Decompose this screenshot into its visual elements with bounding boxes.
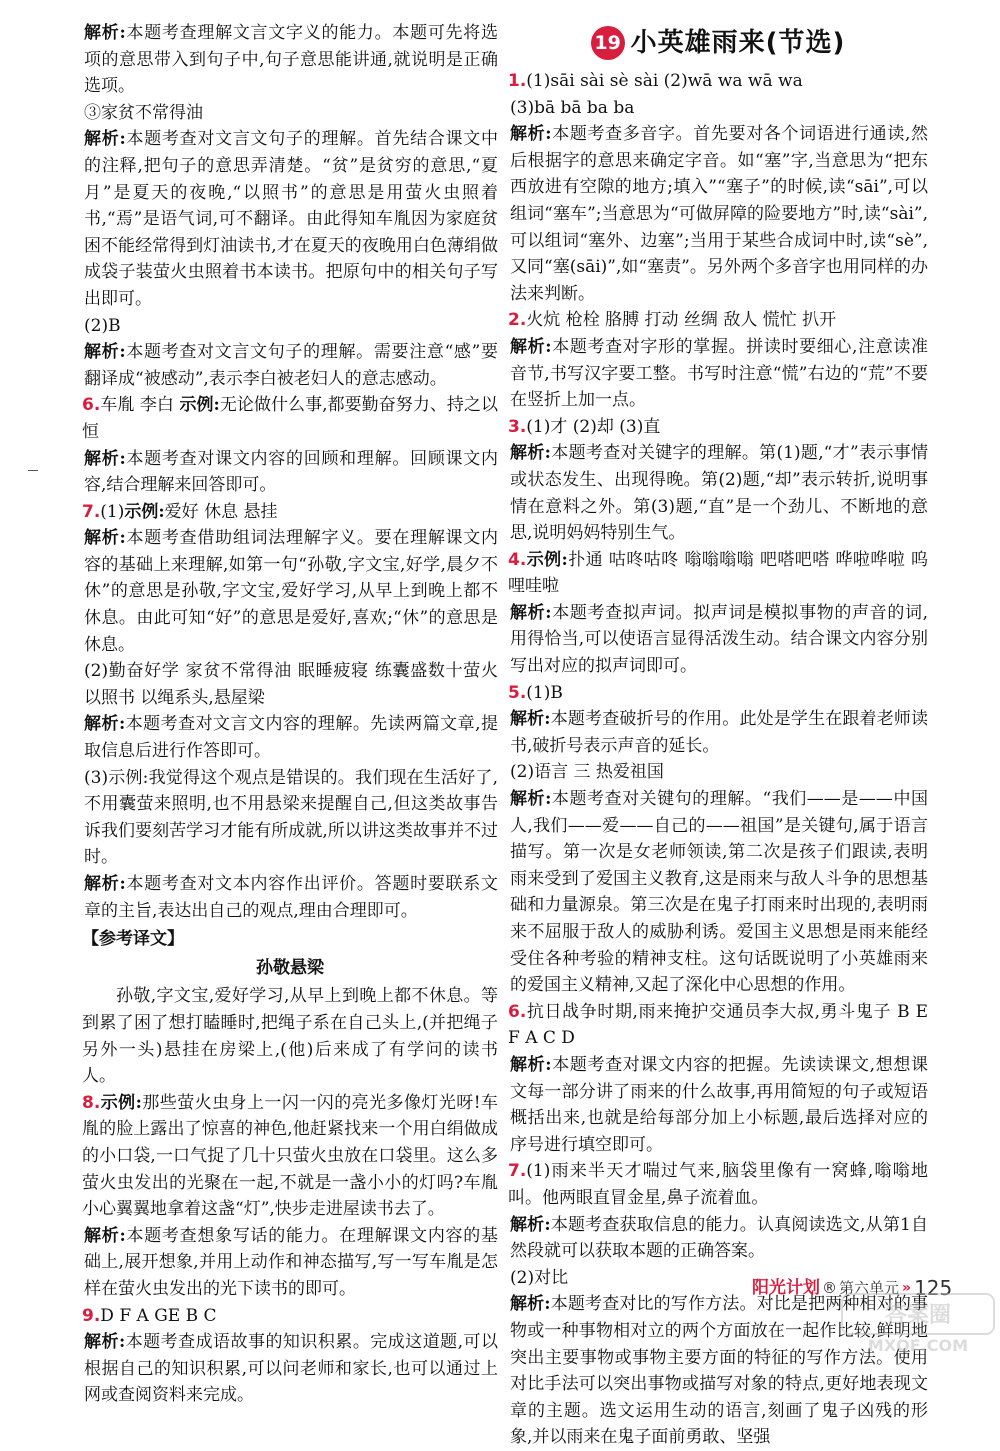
lesson-title <box>508 20 928 66</box>
analysis-label: 解析: <box>510 1054 552 1075</box>
analysis-text: 本题考查拟声词。拟声词是模拟事物的声音的词,用得恰当,可以使语言显得活泼生动。结合课文内容分别写出对应的拟声词即可。 <box>510 602 929 677</box>
analysis-label: 解析: <box>510 789 552 810</box>
analysis-label: 解析: <box>84 528 126 549</box>
answer-item <box>508 414 928 441</box>
answer-text: 那些萤火虫身上一闪一闪的亮光多像灯光呀!车胤的脸上露出了惊喜的神色,他赶紧找来一个用白绢做成的小口袋,一口气捉了几十只萤火虫放在口袋里。这么多萤火虫发出的光聚在一起,不就是一盏小小的灯吗?车胤小心翼翼地拿着这盏“灯”,快步走进屋读书去了。 <box>82 1092 498 1220</box>
answer-item <box>508 680 928 707</box>
question-number: 7. <box>82 501 101 522</box>
answer-item <box>508 307 928 334</box>
answer-item <box>82 499 498 526</box>
answer-text: (1)sāi sài sè sài (2)wā wa wā wa <box>526 71 803 91</box>
answer-subitem: (3)bā bā ba ba <box>510 97 635 118</box>
margin-mark <box>28 470 38 471</box>
analysis-paragraph <box>508 334 928 414</box>
page-number: 125 <box>914 1276 953 1300</box>
analysis-paragraph <box>82 1329 498 1409</box>
question-number: 4. <box>508 549 527 570</box>
translation-text: 孙敬,字文宝,爱好学习,从早上到晚上都不休息。等到累了困了想打瞌睡时,把绳子系在自己头上,(并把绳子另外一头)悬挂在房梁上,(他)后来成了有学问的读书人。 <box>82 986 498 1087</box>
analysis-text: 本题考查获取信息的能力。认真阅读选文,从第1自然段就可以获取本题的正确答案。 <box>510 1214 928 1262</box>
analysis-text: 本题考查想象写话的能力。在理解课文内容的基础上,展开想象,并用上动作和神态描写,写一写车胤是怎样在萤火虫发出的光下读书的即可。 <box>84 1225 498 1299</box>
analysis-label: 解析: <box>510 602 552 623</box>
analysis-label: 解析: <box>84 448 126 469</box>
analysis-label: 解析: <box>84 23 126 43</box>
analysis-label: 解析: <box>84 714 126 735</box>
analysis-text: 本题考查对文言文内容的理解。先读两篇文章,提取信息后进行作答即可。 <box>84 714 498 762</box>
example-label: 示例: <box>124 501 165 522</box>
answer-item <box>82 1090 498 1223</box>
answer-item <box>82 1303 498 1330</box>
analysis-text: 本题考查对字形的掌握。拼读时要细心,注意读准音节,书写汉字要工整。书写时注意“慌”右边的“荒”不要在竖折上加一点。 <box>510 336 929 411</box>
translation-title: 孙敬悬梁 <box>256 957 324 978</box>
answer-text: (1)B <box>526 682 563 703</box>
answer-item <box>508 999 928 1052</box>
analysis-text: 本题考查成语故事的知识积累。完成这道题,可以根据自己的知识积累,可以问老师和家长,也可以通过上网或查阅资料来完成。 <box>84 1332 498 1406</box>
analysis-text: 本题考查多音字。首先要对各个词语进行通读,然后根据字的意思来确定字音。如“塞”字,当意思为“把东西放进有空隙的地方;填入”“塞子”的时候,读“sāi”,可以组词“塞车”;当意思为“可做屏障的险要地方”时,读“sài”,可以组词“塞外、边塞”;当用于某些合成词中时,读“sè”,又同“塞(sāi)”,如“塞责”。另外两个多音字也用同样的办法来判断。 <box>510 124 929 304</box>
registered-mark: ® <box>822 1279 837 1297</box>
analysis-label: 解析: <box>84 874 126 894</box>
answer-text: (1)才 (2)却 (3)直 <box>526 416 661 437</box>
svg-text:MXQE.COM: MXQE.COM <box>867 1336 969 1355</box>
analysis-text: 本题考查对文言文句子的理解。首先结合课文中的注释,把句子的意思弄清楚。“贫”是贫穷的意思,“夏月”是夏天的夜晚,“以照书”的意思是用萤火虫照着书,“焉”是语气词,可不翻译。由此得知车胤因为家庭贫困不能经常得到灯油读书,才在夏天的夜晚用白色薄绢做成袋子装萤火虫照着书本读书。把原句中的相关句子写出即可。 <box>84 129 498 309</box>
unit-label: 第六单元 <box>839 1279 900 1297</box>
analysis-label: 解析: <box>84 1225 126 1246</box>
analysis-paragraph <box>82 711 498 764</box>
example-label: 示例: <box>100 1092 142 1113</box>
answer-text: D F A GE B C <box>100 1305 217 1326</box>
answer-text: 扑通 咕咚咕咚 嗡嗡嗡嗡 吧嗒吧嗒 哗啦哗啦 呜哩哇啦 <box>508 549 928 597</box>
question-number: 1. <box>508 71 527 91</box>
answer-text: 无论做什么事,都要勤奋努力、持之以恒 <box>82 395 499 442</box>
answer-subitem: (2)勤奋好学 家贫不常得油 眠睡疲寝 练囊盛数十萤火以照书 以绳系头,悬屋梁 <box>84 661 498 708</box>
analysis-text: 本题考查对文言文句子的理解。需要注意“感”要翻译成“被感动”,表示李白被老妇人的意志感动。 <box>84 342 498 389</box>
analysis-text: 本题考查破折号的作用。此处是学生在跟着老师读书,破折号表示声音的延长。 <box>510 709 929 756</box>
analysis-label: 解析: <box>84 129 126 150</box>
answer-item <box>508 547 928 600</box>
answer-text: (1)雨来半天才喘过气来,脑袋里像有一窝蜂,嗡嗡地叫。他两眼直冒金星,鼻子流着血。 <box>508 1161 928 1208</box>
analysis-paragraph <box>82 871 498 924</box>
example-label: 示例: <box>526 549 568 570</box>
answer-subitem: (2)B <box>84 315 121 336</box>
analysis-text: 本题考查对关键句的理解。“我们——是——中国人,我们——爱——自己的——祖国”是关键句,属于语言描写。第一次是女老师领读,第二次是孩子们跟读,表明雨来受到了爱国主义教育,这是雨来与敌人斗争的思想基础和力量源泉。第三次是在鬼子打雨来时出现的,表明雨来不屈服于敌人的威胁利诱。爱国主义思想是雨来能经受住各种考验的精神支柱。这句话既说明了小英雄雨来的爱国主义精神,又起了深化中心思想的作用。 <box>510 789 928 996</box>
brand-name: 阳光计划 <box>752 1278 820 1298</box>
analysis-paragraph <box>82 1223 498 1303</box>
analysis-label: 解析: <box>510 336 552 357</box>
example-label: 示例: <box>179 395 220 416</box>
analysis-text: 本题考查对文本内容作出评价。答题时要联系文章的主旨,表达出自己的观点,理由合理即可。 <box>84 874 498 921</box>
answer-subitem: (2)语言 三 热爱祖国 <box>510 762 664 783</box>
analysis-paragraph <box>508 440 928 546</box>
arrow-icon: » <box>902 1280 912 1296</box>
question-number: 8. <box>82 1092 101 1113</box>
analysis-paragraph <box>82 126 498 312</box>
analysis-text: 本题考查对关键字的理解。第(1)题,“才”表示事情或状态发生、出现得晚。第(2)题,“却”表示转折,说明事情在意料之外。第(3)题,“直”是一个劲儿、不断地的意思,说明妈妈特别生气。 <box>510 443 928 544</box>
answer-subitem: (2)对比 <box>510 1267 569 1288</box>
left-column <box>82 20 498 1409</box>
analysis-paragraph <box>508 1212 928 1265</box>
question-number: 3. <box>508 416 527 437</box>
analysis-paragraph <box>508 600 928 680</box>
answer-text: 爱好 休息 悬挂 <box>164 501 278 522</box>
svg-text:答案圈: 答案圈 <box>884 1303 952 1328</box>
analysis-text: 本题考查理解文言文字义的能力。本题可先将选项的意思带入到句子中,句子意思能讲通,就说明是正确选项。 <box>84 23 498 97</box>
analysis-paragraph <box>508 706 928 759</box>
question-number: 9. <box>82 1305 101 1326</box>
analysis-label: 解析: <box>510 709 551 730</box>
answer-subitem: (3)示例:我觉得这个观点是错误的。我们现在生活好了,不用囊萤来照明,也不用悬梁来提醒自己,但这类故事告诉我们要刻苦学习才能有所成就,所以讲这类故事并不过时。 <box>84 767 498 868</box>
analysis-paragraph <box>82 446 498 499</box>
question-number: 6. <box>508 1001 527 1022</box>
analysis-paragraph <box>82 339 498 392</box>
analysis-label: 解析: <box>510 443 551 464</box>
right-column <box>508 20 928 1451</box>
question-number: 7. <box>508 1161 527 1182</box>
answer-item <box>508 68 928 95</box>
answer-text: (1) <box>100 501 125 522</box>
question-number: 5. <box>508 682 527 703</box>
analysis-paragraph <box>508 121 928 307</box>
lesson-title-text: 小英雄雨来(节选) <box>630 27 846 58</box>
question-number: 6. <box>82 395 101 416</box>
answer-text: 火炕 枪栓 胳膊 打动 丝绸 敌人 慌忙 扒开 <box>526 310 837 331</box>
analysis-label: 解析: <box>84 1332 126 1353</box>
analysis-paragraph <box>508 786 928 999</box>
analysis-label: 解析: <box>510 1214 551 1235</box>
lesson-number-badge: 19 <box>591 26 625 60</box>
analysis-label: 解析: <box>510 124 552 145</box>
analysis-paragraph <box>82 20 498 100</box>
analysis-text: 本题考查对课文内容的回顾和理解。回顾课文内容,结合理解来回答即可。 <box>84 448 498 496</box>
reference-heading: 【参考译文】 <box>82 929 184 950</box>
analysis-text: 本题考查对比的写作方法。对比是把两种相对的事物或一种事物相对立的两个方面放在一起作比较,鲜明地突出主要事物或事物主要方面的特征的写作方法。使用对比手法可以突出事物或描写对象的特点,更好地表现文章的主题。选文运用生动的语言,刻画了鬼子凶残的形象,并以雨来在鬼子面前勇敢、坚强 <box>510 1294 929 1448</box>
right-answers <box>508 68 928 1451</box>
answer-item <box>508 1158 928 1211</box>
analysis-label: 解析: <box>510 1294 551 1315</box>
answer-item <box>82 392 498 445</box>
question-number: 2. <box>508 310 527 331</box>
answer-text: 车胤 李白 <box>100 395 180 416</box>
analysis-text: 本题考查借助组词法理解字义。要在理解课文内容的基础上来理解,如第一句“孙敬,字文宝,好学,晨夕不休”的意思是孙敬,字文宝,爱好学习,从早上到晚上都不休息。由此可知“好”的意思是爱好,喜欢;“休”的意思是休息。 <box>84 528 498 655</box>
watermark-logo <box>838 1290 998 1356</box>
analysis-text: 本题考查对课文内容的把握。先读读课文,想想课文每一部分讲了雨来的什么故事,再用简短的句子或短语概括出来,也就是给每部分加上小标题,最后选择对应的序号进行填空即可。 <box>510 1054 929 1155</box>
analysis-paragraph <box>82 525 498 658</box>
analysis-paragraph <box>508 1052 928 1158</box>
answer-text: 抗日战争时期,雨来掩护交通员李大叔,勇斗鬼子 B E F A C D <box>508 1001 928 1049</box>
analysis-label: 解析: <box>84 342 126 363</box>
answer-subitem: ③家贫不常得油 <box>84 102 203 123</box>
